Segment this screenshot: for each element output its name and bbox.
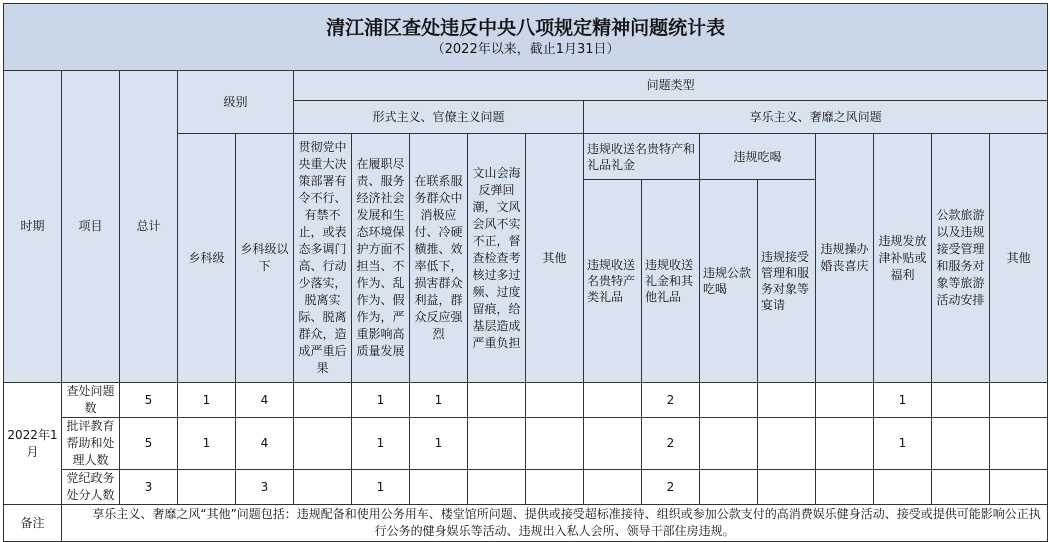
table-row	[4, 470, 1048, 505]
cell	[932, 418, 990, 470]
header-formalism-col-2: 在履职尽责、服务经济社会发展和生态环境保护方面不担当、不作为、乱作为、假作为，严重影响高质量发展	[352, 134, 410, 383]
cell: 1	[874, 418, 932, 470]
header-hedonism-col-2: 违规发放津补贴或福利	[874, 134, 932, 383]
cell	[584, 418, 642, 470]
header-level-below: 乡科级以下	[236, 134, 294, 383]
cell	[990, 470, 1048, 505]
cell: 1	[410, 418, 468, 470]
header-gift-block	[584, 134, 700, 383]
header-level-township: 乡科级	[178, 134, 236, 383]
header-dining-col-2: 违规接受管理和服务对象等宴请	[761, 250, 810, 312]
header-hedonism: 享乐主义、奢靡之风问题	[584, 101, 1048, 134]
remark-row	[4, 505, 1048, 542]
header-gift-col-1: 违规收送名贵特产类礼品	[584, 180, 642, 382]
statistics-table	[3, 3, 1048, 542]
cell	[816, 470, 874, 505]
cell: 3	[236, 470, 294, 505]
row-label: 党纪政务处分人数	[62, 470, 120, 505]
header-problem-type: 问题类型	[294, 71, 1048, 101]
header-period: 时期	[4, 71, 62, 383]
header-total: 总计	[120, 71, 178, 383]
cell	[932, 470, 990, 505]
table-row	[4, 418, 1048, 470]
cell: 2	[642, 470, 700, 505]
header-formalism-col-4: 文山会海反弹回潮，文风会风不实不正，督查检查考核过多过频、过度留痕，给基层造成严重负担	[468, 134, 526, 383]
cell	[294, 470, 352, 505]
cell	[990, 383, 1048, 418]
cell	[178, 470, 236, 505]
header-dining-block	[700, 134, 816, 383]
cell	[294, 418, 352, 470]
header-formalism: 形式主义、官僚主义问题	[294, 101, 584, 134]
cell	[584, 383, 642, 418]
header-hedonism-other: 其他	[990, 134, 1048, 383]
header-formalism-other: 其他	[526, 134, 584, 383]
header-hedonism-col-1: 违规操办婚丧喜庆	[816, 134, 874, 383]
row-label: 批评教育帮助和处理人数	[62, 418, 120, 470]
cell	[816, 418, 874, 470]
header-dining-col-1: 违规公款吃喝	[700, 180, 758, 382]
cell	[468, 418, 526, 470]
cell: 2	[642, 383, 700, 418]
cell: 1	[410, 383, 468, 418]
cell: 1	[352, 470, 410, 505]
header-item: 项目	[62, 71, 120, 383]
cell: 3	[120, 470, 178, 505]
cell: 5	[120, 383, 178, 418]
cell	[700, 470, 758, 505]
cell	[526, 470, 584, 505]
header-formalism-col-1: 贯彻党中央重大决策部署有令不行、有禁不止，或表态多调门高、行动少落实，脱离实际、脱离群众，造成严重后果	[294, 134, 352, 383]
header-dining-group: 违规吃喝	[700, 134, 815, 180]
header-gift-group: 违规收送名贵特产和礼品礼金	[584, 134, 699, 180]
remark-text: 享乐主义、奢靡之风“其他”问题包括：违规配备和使用公务用车、楼堂馆所问题、提供或接受超标准接待、组织或参加公款支付的高消费娱乐健身活动、接受或提供可能影响公正执行公务的健身娱乐等活动、违规出入私人会所、领导干部住房违规。	[62, 505, 1048, 542]
cell: 5	[120, 418, 178, 470]
table-title-cell	[4, 4, 1048, 71]
cell	[874, 470, 932, 505]
cell	[700, 418, 758, 470]
header-formalism-col-3: 在联系服务群众中消极应付、冷硬横推、效率低下，损害群众利益，群众反应强烈	[410, 134, 468, 383]
cell	[990, 418, 1048, 470]
cell	[758, 383, 816, 418]
header-hedonism-col-3: 公款旅游以及违规接受管理和服务对象等旅游活动安排	[932, 134, 990, 383]
cell: 1	[178, 418, 236, 470]
cell: 4	[236, 383, 294, 418]
cell	[758, 418, 816, 470]
cell: 1	[874, 383, 932, 418]
remark-label: 备注	[4, 505, 62, 542]
cell	[700, 383, 758, 418]
cell: 1	[178, 383, 236, 418]
cell: 2	[642, 418, 700, 470]
table-row	[4, 383, 1048, 418]
cell	[526, 383, 584, 418]
page-subtitle: （2022年以来，截止1月31日）	[431, 42, 620, 57]
period-cell: 2022年1月	[4, 383, 62, 505]
header-level: 级别	[178, 71, 294, 134]
cell	[468, 470, 526, 505]
cell: 4	[236, 418, 294, 470]
cell	[758, 470, 816, 505]
row-label: 查处问题数	[62, 383, 120, 418]
cell	[410, 470, 468, 505]
cell	[932, 383, 990, 418]
cell: 1	[352, 383, 410, 418]
cell	[294, 383, 352, 418]
cell	[468, 383, 526, 418]
cell: 1	[352, 418, 410, 470]
header-gift-col-2: 违规收送礼金和其他礼品	[645, 258, 694, 304]
cell	[584, 470, 642, 505]
cell	[816, 383, 874, 418]
page-title: 清江浦区查处违反中央八项规定精神问题统计表	[326, 17, 726, 39]
cell	[526, 418, 584, 470]
